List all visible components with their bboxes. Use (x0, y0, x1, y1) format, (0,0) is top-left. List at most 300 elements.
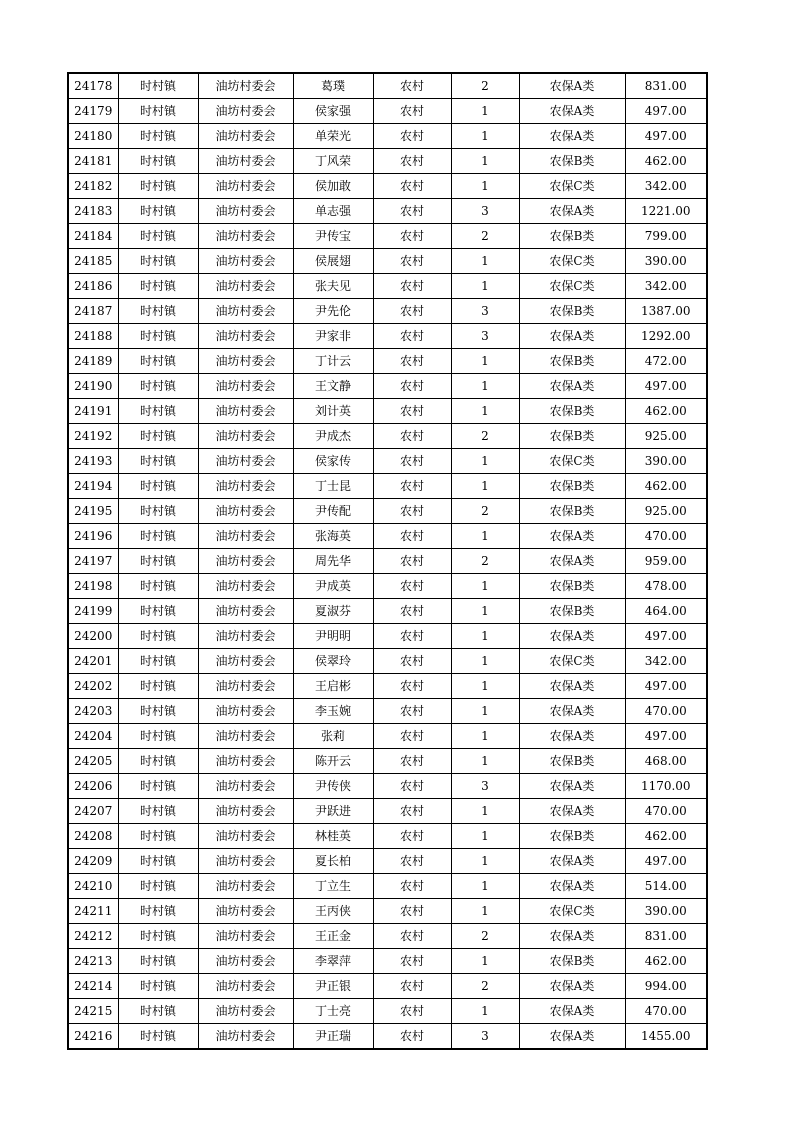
insurance-class-cell: 农保B类 (519, 349, 625, 374)
insurance-class-cell: 农保A类 (519, 674, 625, 699)
village-committee-cell: 油坊村委会 (198, 774, 293, 799)
area-type-cell: 农村 (373, 849, 451, 874)
amount-cell: 472.00 (625, 349, 707, 374)
town-cell: 时村镇 (118, 849, 198, 874)
area-type-cell: 农村 (373, 124, 451, 149)
village-committee-cell: 油坊村委会 (198, 649, 293, 674)
insurance-class-cell: 农保B类 (519, 749, 625, 774)
village-committee-cell: 油坊村委会 (198, 274, 293, 299)
amount-cell: 470.00 (625, 524, 707, 549)
person-name-cell: 李玉婉 (293, 699, 373, 724)
amount-cell: 831.00 (625, 73, 707, 99)
area-type-cell: 农村 (373, 724, 451, 749)
record-id-cell: 24212 (68, 924, 118, 949)
household-count-cell: 3 (451, 1024, 519, 1050)
person-name-cell: 王正金 (293, 924, 373, 949)
area-type-cell: 农村 (373, 599, 451, 624)
person-name-cell: 尹成英 (293, 574, 373, 599)
table-row (68, 849, 707, 874)
town-cell: 时村镇 (118, 799, 198, 824)
household-count-cell: 3 (451, 774, 519, 799)
town-cell: 时村镇 (118, 974, 198, 999)
records-table (67, 72, 708, 1050)
area-type-cell: 农村 (373, 799, 451, 824)
insurance-class-cell: 农保A类 (519, 199, 625, 224)
amount-cell: 497.00 (625, 124, 707, 149)
town-cell: 时村镇 (118, 599, 198, 624)
table-row (68, 174, 707, 199)
table-row (68, 274, 707, 299)
table-row (68, 549, 707, 574)
insurance-class-cell: 农保A类 (519, 699, 625, 724)
town-cell: 时村镇 (118, 624, 198, 649)
record-id-cell: 24181 (68, 149, 118, 174)
household-count-cell: 2 (451, 924, 519, 949)
record-id-cell: 24178 (68, 73, 118, 99)
area-type-cell: 农村 (373, 974, 451, 999)
record-id-cell: 24196 (68, 524, 118, 549)
insurance-class-cell: 农保A类 (519, 799, 625, 824)
household-count-cell: 1 (451, 899, 519, 924)
amount-cell: 497.00 (625, 624, 707, 649)
town-cell: 时村镇 (118, 574, 198, 599)
household-count-cell: 1 (451, 674, 519, 699)
record-id-cell: 24194 (68, 474, 118, 499)
insurance-class-cell: 农保A类 (519, 324, 625, 349)
record-id-cell: 24189 (68, 349, 118, 374)
village-committee-cell: 油坊村委会 (198, 299, 293, 324)
record-id-cell: 24214 (68, 974, 118, 999)
record-id-cell: 24213 (68, 949, 118, 974)
village-committee-cell: 油坊村委会 (198, 724, 293, 749)
insurance-class-cell: 农保B类 (519, 299, 625, 324)
amount-cell: 925.00 (625, 424, 707, 449)
village-committee-cell: 油坊村委会 (198, 974, 293, 999)
amount-cell: 994.00 (625, 974, 707, 999)
village-committee-cell: 油坊村委会 (198, 524, 293, 549)
household-count-cell: 3 (451, 199, 519, 224)
record-id-cell: 24210 (68, 874, 118, 899)
record-id-cell: 24197 (68, 549, 118, 574)
household-count-cell: 1 (451, 874, 519, 899)
person-name-cell: 王启彬 (293, 674, 373, 699)
town-cell: 时村镇 (118, 824, 198, 849)
person-name-cell: 侯翠玲 (293, 649, 373, 674)
amount-cell: 462.00 (625, 474, 707, 499)
table-row (68, 374, 707, 399)
table-row (68, 874, 707, 899)
table-row (68, 399, 707, 424)
amount-cell: 342.00 (625, 274, 707, 299)
area-type-cell: 农村 (373, 774, 451, 799)
insurance-class-cell: 农保A类 (519, 524, 625, 549)
person-name-cell: 刘计英 (293, 399, 373, 424)
village-committee-cell: 油坊村委会 (198, 349, 293, 374)
town-cell: 时村镇 (118, 774, 198, 799)
area-type-cell: 农村 (373, 474, 451, 499)
person-name-cell: 尹正银 (293, 974, 373, 999)
village-committee-cell: 油坊村委会 (198, 899, 293, 924)
village-committee-cell: 油坊村委会 (198, 424, 293, 449)
village-committee-cell: 油坊村委会 (198, 824, 293, 849)
person-name-cell: 侯家传 (293, 449, 373, 474)
area-type-cell: 农村 (373, 999, 451, 1024)
table-row (68, 699, 707, 724)
person-name-cell: 尹家非 (293, 324, 373, 349)
person-name-cell: 尹成杰 (293, 424, 373, 449)
area-type-cell: 农村 (373, 199, 451, 224)
town-cell: 时村镇 (118, 999, 198, 1024)
amount-cell: 1221.00 (625, 199, 707, 224)
household-count-cell: 1 (451, 624, 519, 649)
insurance-class-cell: 农保A类 (519, 124, 625, 149)
area-type-cell: 农村 (373, 73, 451, 99)
town-cell: 时村镇 (118, 674, 198, 699)
household-count-cell: 1 (451, 649, 519, 674)
insurance-class-cell: 农保C类 (519, 449, 625, 474)
household-count-cell: 1 (451, 124, 519, 149)
amount-cell: 799.00 (625, 224, 707, 249)
record-id-cell: 24208 (68, 824, 118, 849)
table-row (68, 999, 707, 1024)
table-row (68, 599, 707, 624)
table-row (68, 799, 707, 824)
village-committee-cell: 油坊村委会 (198, 399, 293, 424)
amount-cell: 390.00 (625, 449, 707, 474)
town-cell: 时村镇 (118, 299, 198, 324)
village-committee-cell: 油坊村委会 (198, 499, 293, 524)
amount-cell: 925.00 (625, 499, 707, 524)
person-name-cell: 尹跃进 (293, 799, 373, 824)
table-row (68, 624, 707, 649)
table-row (68, 574, 707, 599)
household-count-cell: 1 (451, 99, 519, 124)
household-count-cell: 2 (451, 549, 519, 574)
person-name-cell: 丁立生 (293, 874, 373, 899)
household-count-cell: 1 (451, 724, 519, 749)
town-cell: 时村镇 (118, 174, 198, 199)
village-committee-cell: 油坊村委会 (198, 124, 293, 149)
insurance-class-cell: 农保B类 (519, 149, 625, 174)
area-type-cell: 农村 (373, 99, 451, 124)
area-type-cell: 农村 (373, 949, 451, 974)
person-name-cell: 夏长柏 (293, 849, 373, 874)
table-row (68, 974, 707, 999)
records-table-body (68, 73, 707, 1049)
person-name-cell: 单志强 (293, 199, 373, 224)
village-committee-cell: 油坊村委会 (198, 99, 293, 124)
amount-cell: 1170.00 (625, 774, 707, 799)
area-type-cell: 农村 (373, 349, 451, 374)
town-cell: 时村镇 (118, 949, 198, 974)
area-type-cell: 农村 (373, 399, 451, 424)
area-type-cell: 农村 (373, 874, 451, 899)
village-committee-cell: 油坊村委会 (198, 249, 293, 274)
table-row (68, 749, 707, 774)
record-id-cell: 24199 (68, 599, 118, 624)
person-name-cell: 侯家强 (293, 99, 373, 124)
record-id-cell: 24216 (68, 1024, 118, 1050)
amount-cell: 470.00 (625, 999, 707, 1024)
household-count-cell: 1 (451, 849, 519, 874)
area-type-cell: 农村 (373, 649, 451, 674)
record-id-cell: 24180 (68, 124, 118, 149)
household-count-cell: 1 (451, 799, 519, 824)
amount-cell: 831.00 (625, 924, 707, 949)
record-id-cell: 24209 (68, 849, 118, 874)
area-type-cell: 农村 (373, 824, 451, 849)
record-id-cell: 24206 (68, 774, 118, 799)
village-committee-cell: 油坊村委会 (198, 199, 293, 224)
insurance-class-cell: 农保B类 (519, 399, 625, 424)
town-cell: 时村镇 (118, 724, 198, 749)
amount-cell: 497.00 (625, 724, 707, 749)
town-cell: 时村镇 (118, 199, 198, 224)
area-type-cell: 农村 (373, 274, 451, 299)
household-count-cell: 1 (451, 574, 519, 599)
amount-cell: 390.00 (625, 899, 707, 924)
area-type-cell: 农村 (373, 449, 451, 474)
person-name-cell: 李翠萍 (293, 949, 373, 974)
village-committee-cell: 油坊村委会 (198, 549, 293, 574)
table-row (68, 199, 707, 224)
person-name-cell: 夏淑芬 (293, 599, 373, 624)
area-type-cell: 农村 (373, 749, 451, 774)
record-id-cell: 24201 (68, 649, 118, 674)
person-name-cell: 尹传配 (293, 499, 373, 524)
area-type-cell: 农村 (373, 674, 451, 699)
table-row (68, 424, 707, 449)
record-id-cell: 24185 (68, 249, 118, 274)
record-id-cell: 24182 (68, 174, 118, 199)
area-type-cell: 农村 (373, 524, 451, 549)
area-type-cell: 农村 (373, 374, 451, 399)
table-row (68, 949, 707, 974)
amount-cell: 470.00 (625, 799, 707, 824)
household-count-cell: 1 (451, 399, 519, 424)
person-name-cell: 尹传侠 (293, 774, 373, 799)
village-committee-cell: 油坊村委会 (198, 924, 293, 949)
table-row (68, 324, 707, 349)
amount-cell: 342.00 (625, 174, 707, 199)
person-name-cell: 尹先伦 (293, 299, 373, 324)
household-count-cell: 2 (451, 224, 519, 249)
table-row (68, 674, 707, 699)
area-type-cell: 农村 (373, 624, 451, 649)
insurance-class-cell: 农保A类 (519, 974, 625, 999)
town-cell: 时村镇 (118, 449, 198, 474)
person-name-cell: 张夫见 (293, 274, 373, 299)
amount-cell: 462.00 (625, 149, 707, 174)
record-id-cell: 24198 (68, 574, 118, 599)
area-type-cell: 农村 (373, 324, 451, 349)
household-count-cell: 1 (451, 599, 519, 624)
table-row (68, 449, 707, 474)
household-count-cell: 1 (451, 149, 519, 174)
insurance-class-cell: 农保A类 (519, 874, 625, 899)
insurance-class-cell: 农保A类 (519, 73, 625, 99)
person-name-cell: 葛璞 (293, 73, 373, 99)
record-id-cell: 24205 (68, 749, 118, 774)
record-id-cell: 24183 (68, 199, 118, 224)
record-id-cell: 24191 (68, 399, 118, 424)
town-cell: 时村镇 (118, 349, 198, 374)
amount-cell: 470.00 (625, 699, 707, 724)
village-committee-cell: 油坊村委会 (198, 149, 293, 174)
person-name-cell: 侯加敢 (293, 174, 373, 199)
table-row (68, 149, 707, 174)
table-row (68, 99, 707, 124)
person-name-cell: 侯展翅 (293, 249, 373, 274)
amount-cell: 468.00 (625, 749, 707, 774)
person-name-cell: 丁士亮 (293, 999, 373, 1024)
village-committee-cell: 油坊村委会 (198, 624, 293, 649)
insurance-class-cell: 农保B类 (519, 424, 625, 449)
insurance-class-cell: 农保B类 (519, 474, 625, 499)
insurance-class-cell: 农保B类 (519, 824, 625, 849)
household-count-cell: 2 (451, 73, 519, 99)
village-committee-cell: 油坊村委会 (198, 849, 293, 874)
household-count-cell: 1 (451, 349, 519, 374)
household-count-cell: 1 (451, 374, 519, 399)
village-committee-cell: 油坊村委会 (198, 374, 293, 399)
amount-cell: 497.00 (625, 99, 707, 124)
amount-cell: 342.00 (625, 649, 707, 674)
amount-cell: 959.00 (625, 549, 707, 574)
amount-cell: 1292.00 (625, 324, 707, 349)
insurance-class-cell: 农保A类 (519, 549, 625, 574)
household-count-cell: 1 (451, 174, 519, 199)
record-id-cell: 24193 (68, 449, 118, 474)
record-id-cell: 24186 (68, 274, 118, 299)
area-type-cell: 农村 (373, 924, 451, 949)
insurance-class-cell: 农保B类 (519, 599, 625, 624)
town-cell: 时村镇 (118, 924, 198, 949)
insurance-class-cell: 农保A类 (519, 99, 625, 124)
insurance-class-cell: 农保B类 (519, 574, 625, 599)
insurance-class-cell: 农保C类 (519, 249, 625, 274)
town-cell: 时村镇 (118, 699, 198, 724)
amount-cell: 464.00 (625, 599, 707, 624)
village-committee-cell: 油坊村委会 (198, 474, 293, 499)
record-id-cell: 24207 (68, 799, 118, 824)
household-count-cell: 1 (451, 474, 519, 499)
village-committee-cell: 油坊村委会 (198, 174, 293, 199)
town-cell: 时村镇 (118, 474, 198, 499)
person-name-cell: 尹传宝 (293, 224, 373, 249)
record-id-cell: 24215 (68, 999, 118, 1024)
town-cell: 时村镇 (118, 1024, 198, 1050)
insurance-class-cell: 农保C类 (519, 274, 625, 299)
insurance-class-cell: 农保A类 (519, 849, 625, 874)
town-cell: 时村镇 (118, 649, 198, 674)
amount-cell: 497.00 (625, 374, 707, 399)
insurance-class-cell: 农保A类 (519, 774, 625, 799)
household-count-cell: 1 (451, 524, 519, 549)
person-name-cell: 尹明明 (293, 624, 373, 649)
town-cell: 时村镇 (118, 899, 198, 924)
table-row (68, 1024, 707, 1050)
village-committee-cell: 油坊村委会 (198, 449, 293, 474)
household-count-cell: 1 (451, 749, 519, 774)
area-type-cell: 农村 (373, 499, 451, 524)
area-type-cell: 农村 (373, 1024, 451, 1050)
amount-cell: 514.00 (625, 874, 707, 899)
village-committee-cell: 油坊村委会 (198, 749, 293, 774)
area-type-cell: 农村 (373, 249, 451, 274)
town-cell: 时村镇 (118, 124, 198, 149)
amount-cell: 497.00 (625, 674, 707, 699)
town-cell: 时村镇 (118, 149, 198, 174)
village-committee-cell: 油坊村委会 (198, 799, 293, 824)
record-id-cell: 24195 (68, 499, 118, 524)
record-id-cell: 24211 (68, 899, 118, 924)
insurance-class-cell: 农保A类 (519, 999, 625, 1024)
person-name-cell: 陈开云 (293, 749, 373, 774)
table-row (68, 224, 707, 249)
insurance-class-cell: 农保B类 (519, 224, 625, 249)
amount-cell: 1455.00 (625, 1024, 707, 1050)
person-name-cell: 丁风荣 (293, 149, 373, 174)
area-type-cell: 农村 (373, 574, 451, 599)
table-row (68, 124, 707, 149)
area-type-cell: 农村 (373, 424, 451, 449)
town-cell: 时村镇 (118, 99, 198, 124)
amount-cell: 462.00 (625, 824, 707, 849)
town-cell: 时村镇 (118, 874, 198, 899)
village-committee-cell: 油坊村委会 (198, 324, 293, 349)
village-committee-cell: 油坊村委会 (198, 224, 293, 249)
insurance-class-cell: 农保B类 (519, 949, 625, 974)
amount-cell: 1387.00 (625, 299, 707, 324)
household-count-cell: 2 (451, 424, 519, 449)
area-type-cell: 农村 (373, 299, 451, 324)
person-name-cell: 周先华 (293, 549, 373, 574)
table-row (68, 524, 707, 549)
insurance-class-cell: 农保A类 (519, 624, 625, 649)
person-name-cell: 单荣光 (293, 124, 373, 149)
household-count-cell: 1 (451, 999, 519, 1024)
record-id-cell: 24187 (68, 299, 118, 324)
table-row (68, 774, 707, 799)
town-cell: 时村镇 (118, 274, 198, 299)
village-committee-cell: 油坊村委会 (198, 999, 293, 1024)
household-count-cell: 2 (451, 499, 519, 524)
table-row (68, 349, 707, 374)
town-cell: 时村镇 (118, 749, 198, 774)
household-count-cell: 3 (451, 299, 519, 324)
village-committee-cell: 油坊村委会 (198, 874, 293, 899)
record-id-cell: 24202 (68, 674, 118, 699)
area-type-cell: 农村 (373, 174, 451, 199)
insurance-class-cell: 农保A类 (519, 724, 625, 749)
table-row (68, 474, 707, 499)
person-name-cell: 丁士昆 (293, 474, 373, 499)
person-name-cell: 王文静 (293, 374, 373, 399)
household-count-cell: 3 (451, 324, 519, 349)
insurance-class-cell: 农保A类 (519, 1024, 625, 1050)
town-cell: 时村镇 (118, 499, 198, 524)
village-committee-cell: 油坊村委会 (198, 949, 293, 974)
village-committee-cell: 油坊村委会 (198, 1024, 293, 1050)
table-row (68, 73, 707, 99)
record-id-cell: 24190 (68, 374, 118, 399)
insurance-class-cell: 农保C类 (519, 899, 625, 924)
town-cell: 时村镇 (118, 524, 198, 549)
record-id-cell: 24188 (68, 324, 118, 349)
household-count-cell: 1 (451, 824, 519, 849)
amount-cell: 478.00 (625, 574, 707, 599)
